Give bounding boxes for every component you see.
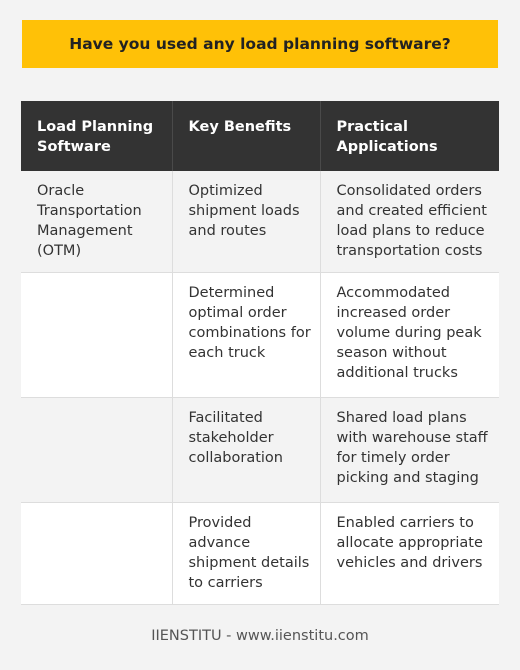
cell-benefit: Optimized shipment loads and routes [172, 171, 320, 273]
cell-application: Enabled carriers to allocate appropriate vehicles and drivers [320, 503, 499, 605]
cell-benefit: Determined optimal order combinations for each truck [172, 273, 320, 398]
table-row [21, 398, 499, 503]
cell-software: Oracle Transportation Management (OTM) [21, 171, 172, 273]
cell-software [21, 273, 172, 398]
table-row [21, 503, 499, 605]
cell-benefit: Facilitated stakeholder collaboration [172, 398, 320, 503]
title-banner [22, 20, 498, 68]
table-row [21, 171, 499, 273]
header-key-benefits: Key Benefits [172, 101, 320, 171]
cell-benefit: Provided advance shipment details to carriers [172, 503, 320, 605]
cell-software [21, 398, 172, 503]
header-practical-applications: Practical Applications [320, 101, 499, 171]
load-planning-table [21, 101, 499, 605]
cell-application: Accommodated increased order volume during peak season without additional trucks [320, 273, 499, 398]
footer-credit: IIENSTITU - www.iienstitu.com [151, 628, 369, 644]
cell-software [21, 503, 172, 605]
cell-application: Shared load plans with warehouse staff for timely order picking and staging [320, 398, 499, 503]
page-title: Have you used any load planning software? [69, 35, 451, 53]
table-header-row [21, 101, 499, 171]
cell-application: Consolidated orders and created efficient load plans to reduce transportation costs [320, 171, 499, 273]
header-load-planning-software: Load Planning Software [21, 101, 172, 171]
table-row [21, 273, 499, 398]
